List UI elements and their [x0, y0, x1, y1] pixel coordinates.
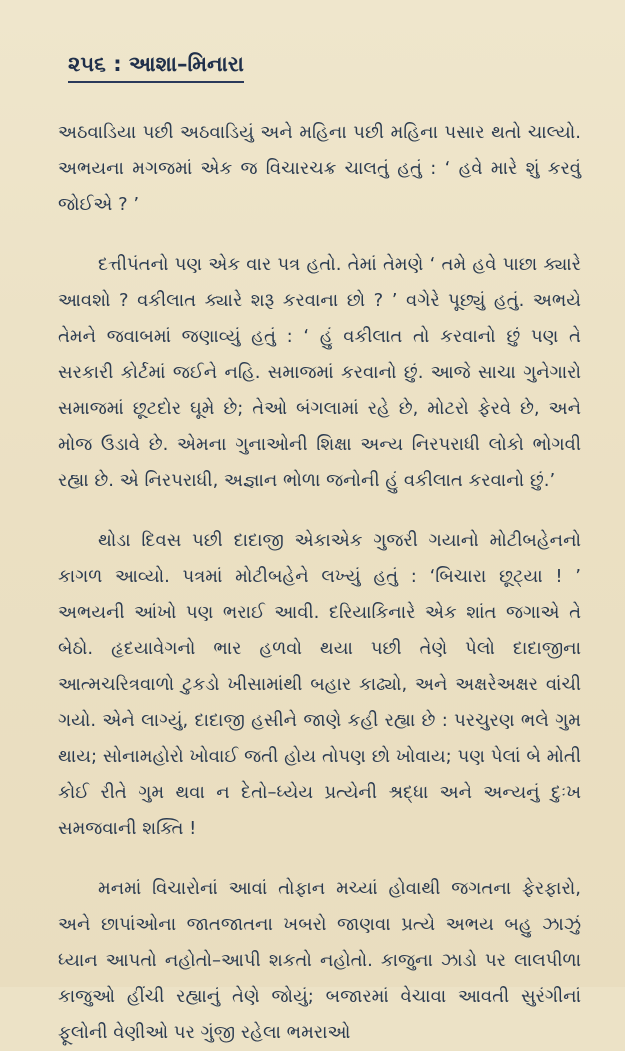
paragraph-2: દત્તીપંતનો પણ એક વાર પત્ર હતો. તેમાં તેમણે ‘ તમે હવે પાછા ક્યારે આવશો ? વકીલાત ક્યારે શરૂ કરવાના છો ? ’ વગેરે પૂછ્યું હતું. અભયે તેમને જવાબમાં જણાવ્યું હતું : ‘ હું વકીલાત તો કરવાનો છું પણ તે સરકારી કોર્ટમાં જઈને નહિ. સમાજમાં કરવાનો છું. આજે સાચા ગુનેગારો સમાજમાં છૂટદોર ઘૂમે છે; તેઓ બંગલામાં રહે છે, મોટરો ફેરવે છે, અને મોજ ઉડાવે છે. એમના ગુનાઓની શિક્ષા અન્ય નિરપરાધી લોકો ભોગવી રહ્યા છે. એ નિરપરાધી, અજ્ઞાન ભોળા જનોની હું વકીલાત કરવાનો છું.’ [58, 254, 581, 491]
page-header [68, 52, 244, 83]
paragraph-4: મનમાં વિચારોનાં આવાં તોફાન મચ્યાં હોવાથી જગતના ફેરફારો, અને છાપાંઓના જાતજાતના ખબરો જાણવા પ્રત્યે અભય બહુ ઝાઝું ધ્યાન આપતો નહોતો–આપી શકતો નહોતો. કાજુના ઝાડો પર લાલપીળા કાજુઓ હીંચી રહ્યાનું તેણે જોયું; બજારમાં વેચાવા આવતી સુરંગીનાં ફૂલોની વેણીઓ પર ગુંજી રહેલા ભમરાઓ [58, 878, 581, 1043]
page-number: ૨૫૬ [68, 52, 106, 76]
paragraph-1: અઠવાડિયા પછી અઠવાડિયું અને મહિના પછી મહિના પસાર થતો ચાલ્યો. અભયના મગજમાં એક જ વિચારચક્ર ચાલતું હતું : ‘ હવે મારે શું કરવું જોઈએ ? ’ [58, 122, 581, 215]
header-separator: : [113, 52, 122, 76]
chapter-title: આશા–મિનારા [128, 52, 244, 76]
paragraph-3: થોડા દિવસ પછી દાદાજી એકાએક ગુજરી ગયાનો મોટીબહેનનો કાગળ આવ્યો. પત્રમાં મોટીબહેને લખ્યું હતું : ‘બિચારા છૂટ્યા ! ’ અભયની આંખો પણ ભરાઈ આવી. દરિયાકિનારે એક શાંત જગાએ તે બેઠો. હૃદયાવેગનો ભાર હળવો થયા પછી તેણે પેલો દાદાજીના આત્મચરિત્રવાળો ટુકડો ખીસામાંથી બહાર કાઢ્યો, અને અક્ષરેઅક્ષર વાંચી ગયો. એને લાગ્યું, દાદાજી હસીને જાણે કહી રહ્યા છે : પરચુરણ ભલે ગુમ થાય; સોનામહોરો ખોવાઈ જતી હોય તોપણ છો ખોવાય; પણ પેલાં બે મોતી કોઈ રીતે ગુમ થવા ન દેતો–ધ્યેય પ્રત્યેની શ્રદ્ધા અને અન્યનું દુઃખ સમજવાની શક્તિ ! [58, 530, 581, 839]
